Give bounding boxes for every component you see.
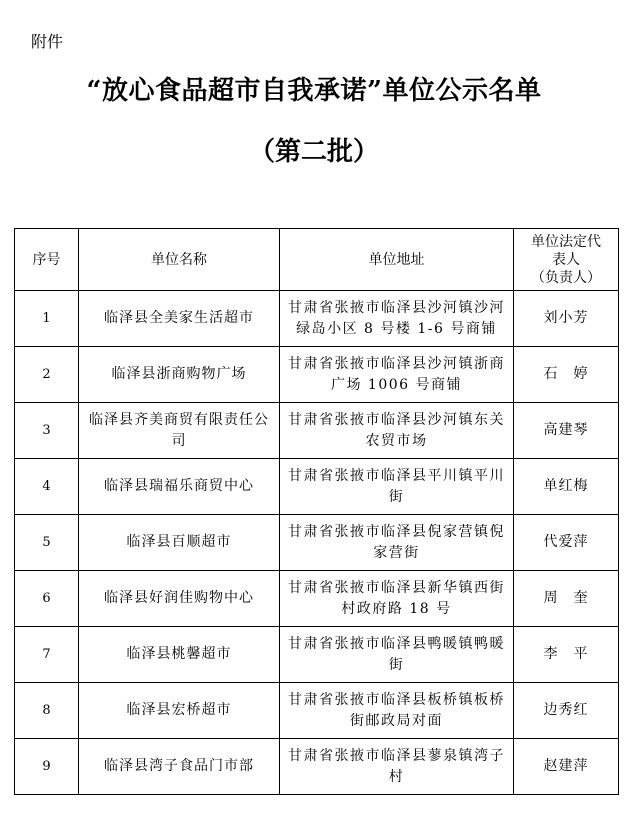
header-address: 单位地址 xyxy=(280,229,514,291)
row-name: 临泽县湾子食品门市部 xyxy=(79,739,280,795)
row-representative: 周 奎 xyxy=(514,571,619,627)
row-name: 临泽县浙商购物广场 xyxy=(79,347,280,403)
row-name: 临泽县百顺超市 xyxy=(79,515,280,571)
row-index: 4 xyxy=(15,459,79,515)
row-name: 临泽县好润佳购物中心 xyxy=(79,571,280,627)
table-row xyxy=(15,683,619,739)
table-row xyxy=(15,627,619,683)
header-rep-line2: 表人 xyxy=(552,251,580,268)
row-index: 7 xyxy=(15,627,79,683)
attachment-label: 附件 xyxy=(31,32,64,51)
company-list-table xyxy=(14,228,619,795)
row-representative: 刘小芳 xyxy=(514,291,619,347)
row-representative: 代爱萍 xyxy=(514,515,619,571)
row-representative: 单红梅 xyxy=(514,459,619,515)
row-index: 2 xyxy=(15,347,79,403)
row-address: 甘肃省张掖市临泽县鸭暖镇鸭暖街 xyxy=(280,627,514,683)
table-row xyxy=(15,571,619,627)
document-title: “放心食品超市自我承诺”单位公示名单 xyxy=(86,76,542,106)
table-row xyxy=(15,291,619,347)
row-representative: 李 平 xyxy=(514,627,619,683)
document-subtitle: （第二批） xyxy=(248,137,379,167)
row-representative: 赵建萍 xyxy=(514,739,619,795)
row-address: 甘肃省张掖市临泽县沙河镇浙商广场 1006 号商铺 xyxy=(280,347,514,403)
row-address: 甘肃省张掖市临泽县蓼泉镇湾子村 xyxy=(280,739,514,795)
row-index: 8 xyxy=(15,683,79,739)
table-row xyxy=(15,403,619,459)
row-name: 临泽县全美家生活超市 xyxy=(79,291,280,347)
row-representative: 高建琴 xyxy=(514,403,619,459)
header-rep-line3: （负责人） xyxy=(531,269,601,286)
row-representative: 边秀红 xyxy=(514,683,619,739)
row-name: 临泽县瑞福乐商贸中心 xyxy=(79,459,280,515)
row-representative: 石 婷 xyxy=(514,347,619,403)
row-address: 甘肃省张掖市临泽县沙河镇沙河绿岛小区 8 号楼 1-6 号商铺 xyxy=(280,291,514,347)
table-row xyxy=(15,347,619,403)
row-index: 9 xyxy=(15,739,79,795)
header-representative xyxy=(514,229,619,291)
table-row xyxy=(15,515,619,571)
table-row xyxy=(15,739,619,795)
row-index: 3 xyxy=(15,403,79,459)
row-address: 甘肃省张掖市临泽县新华镇西街村政府路 18 号 xyxy=(280,571,514,627)
row-name: 临泽县齐美商贸有限责任公司 xyxy=(79,403,280,459)
header-index: 序号 xyxy=(15,229,79,291)
row-name: 临泽县桃馨超市 xyxy=(79,627,280,683)
table-header-row xyxy=(15,229,619,291)
row-address: 甘肃省张掖市临泽县倪家营镇倪家营街 xyxy=(280,515,514,571)
row-index: 1 xyxy=(15,291,79,347)
row-address: 甘肃省张掖市临泽县沙河镇东关农贸市场 xyxy=(280,403,514,459)
row-name: 临泽县宏桥超市 xyxy=(79,683,280,739)
row-index: 6 xyxy=(15,571,79,627)
row-address: 甘肃省张掖市临泽县平川镇平川街 xyxy=(280,459,514,515)
table-row xyxy=(15,459,619,515)
header-name: 单位名称 xyxy=(79,229,280,291)
header-rep-line1: 单位法定代 xyxy=(531,233,601,250)
row-address: 甘肃省张掖市临泽县板桥镇板桥街邮政局对面 xyxy=(280,683,514,739)
row-index: 5 xyxy=(15,515,79,571)
